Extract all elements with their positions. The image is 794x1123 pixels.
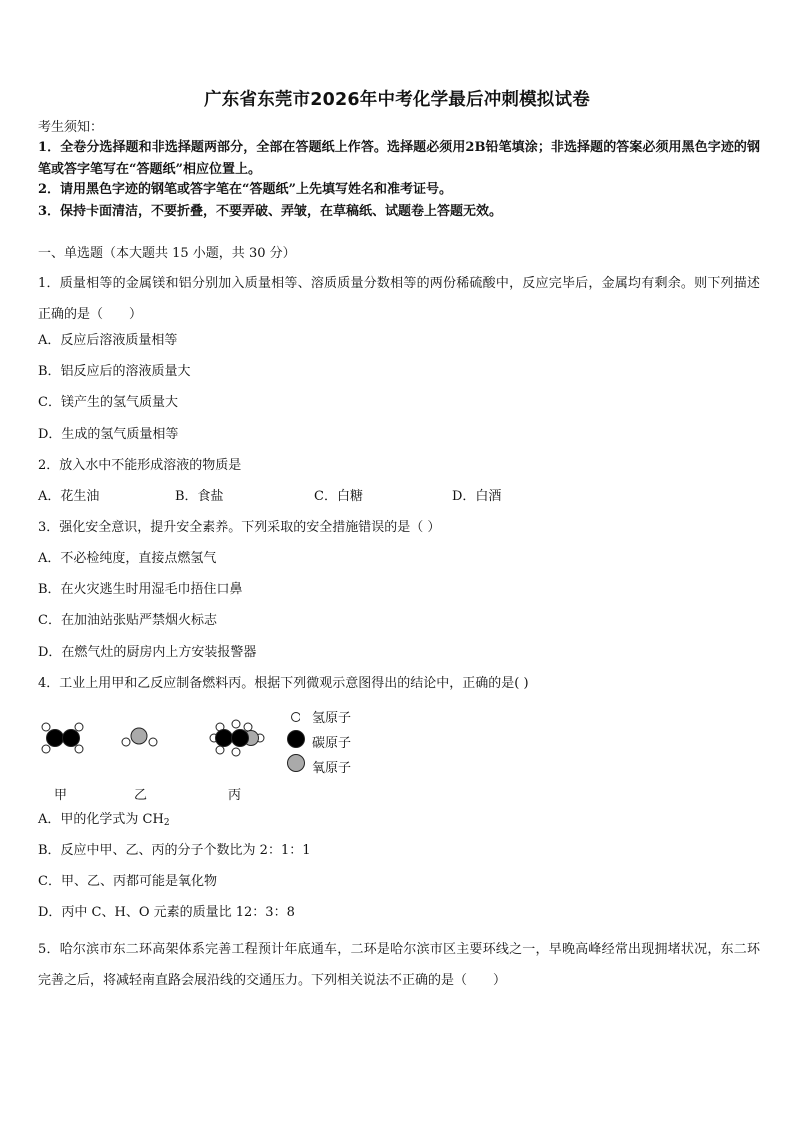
question-2-option-d: D．白酒 xyxy=(452,489,502,504)
oxygen-atom xyxy=(131,728,147,744)
legend-hydrogen-label: 氢原子 xyxy=(312,711,352,726)
legend-symbols xyxy=(292,713,301,722)
legend-hydrogen-symbol xyxy=(292,713,301,722)
legend-carbon-symbol xyxy=(288,731,305,748)
molecule-yi xyxy=(122,728,157,746)
hydrogen-atom xyxy=(216,746,224,754)
question-3-option-d: D．在燃气灶的厨房内上方安装报警器 xyxy=(38,645,257,660)
hydrogen-atom xyxy=(42,745,50,753)
question-2-option-a: A．花生油 xyxy=(38,489,100,504)
molecule-label-jia: 甲 xyxy=(54,788,68,803)
question-4-option-b: B．反应中甲、乙、丙的分子个数比为 2：1：1 xyxy=(38,843,311,858)
question-4-option-a xyxy=(38,812,170,831)
notice-item-2: 2．请用黑色字迹的钢笔或答字笔在“答题纸”上先填写姓名和准考证号。 xyxy=(38,182,453,197)
option-a-subscript: 2 xyxy=(163,818,170,828)
page-title: 广东省东莞市2026年中考化学最后冲刺模拟试卷 xyxy=(204,90,590,110)
molecule-label-bing: 丙 xyxy=(228,788,242,803)
question-5-stem: 5．哈尔滨市东二环高架体系完善工程预计年底通车，二环是哈尔滨市区主要环线之一，早晚高峰经常出现拥堵状况，东二环完善之后，将减轻南直路会展沿线的交通压力。下列相关说法不正确的是（ ） xyxy=(38,942,760,988)
question-3-option-a: A．不必检纯度，直接点燃氢气 xyxy=(38,551,217,566)
question-3-stem: 3．强化安全意识，提升安全素养。下列采取的安全措施错误的是（ ） xyxy=(38,520,441,535)
legend-carbon-label: 碳原子 xyxy=(312,736,352,751)
hydrogen-atom xyxy=(75,745,83,753)
carbon-atom xyxy=(47,730,64,747)
question-1-option-a: A．反应后溶液质量相等 xyxy=(38,333,178,348)
carbon-atom xyxy=(232,730,249,747)
hydrogen-atom xyxy=(244,723,252,731)
legend-symbols-lower xyxy=(284,727,308,775)
molecule-jia xyxy=(42,723,83,753)
question-3-option-b: B．在火灾逃生时用湿毛巾捂住口鼻 xyxy=(38,582,243,597)
hydrogen-atom xyxy=(149,738,157,746)
question-2-option-c: C．白糖 xyxy=(314,489,363,504)
molecule-diagram xyxy=(0,700,300,770)
question-1-stem: 1．质量相等的金属镁和铝分别加入质量相等、溶质质量分数相等的两份稀硫酸中，反应完毕后，金属均有剩余。则下列描述正确的是（ ） xyxy=(38,276,760,322)
question-1-option-d: D．生成的氢气质量相等 xyxy=(38,427,179,442)
question-4-option-d: D．丙中 C、H、O 元素的质量比 12：3：8 xyxy=(38,905,295,920)
hydrogen-atom xyxy=(42,723,50,731)
section-heading: 一、单选题（本大题共 15 小题，共 30 分） xyxy=(38,246,296,261)
hydrogen-atom xyxy=(122,738,130,746)
hydrogen-atom xyxy=(232,748,240,756)
molecule-bing xyxy=(210,720,264,756)
molecule-label-yi: 乙 xyxy=(134,788,148,803)
notice-item-1: 1．全卷分选择题和非选择题两部分，全部在答题纸上作答。选择题必须用2B铅笔填涂；非选择题的答案必须用黑色字迹的钢笔或答字笔写在“答题纸”相应位置上。 xyxy=(38,140,760,177)
notice-heading: 考生须知： xyxy=(38,120,104,135)
question-2-option-b: B．食盐 xyxy=(175,489,224,504)
carbon-atom xyxy=(216,730,233,747)
question-4-stem: 4．工业上用甲和乙反应制备燃料丙。根据下列微观示意图得出的结论中，正确的是( ) xyxy=(38,676,529,691)
hydrogen-atom xyxy=(232,720,240,728)
option-a-text: A．甲的化学式为 CH xyxy=(38,812,164,827)
question-2-stem: 2．放入水中不能形成溶液的物质是 xyxy=(38,458,242,473)
question-3-option-c: C．在加油站张贴严禁烟火标志 xyxy=(38,613,217,628)
legend-oxygen-label: 氧原子 xyxy=(312,761,352,776)
legend-oxygen-symbol xyxy=(288,755,305,772)
notice-item-3: 3．保持卡面清洁，不要折叠，不要弄破、弄皱，在草稿纸、试题卷上答题无效。 xyxy=(38,204,503,219)
question-4-option-c: C．甲、乙、丙都可能是氧化物 xyxy=(38,874,217,889)
carbon-atom xyxy=(63,730,80,747)
question-1-option-c: C．镁产生的氢气质量大 xyxy=(38,395,178,410)
question-1-option-b: B．铝反应后的溶液质量大 xyxy=(38,364,191,379)
hydrogen-atom xyxy=(75,723,83,731)
